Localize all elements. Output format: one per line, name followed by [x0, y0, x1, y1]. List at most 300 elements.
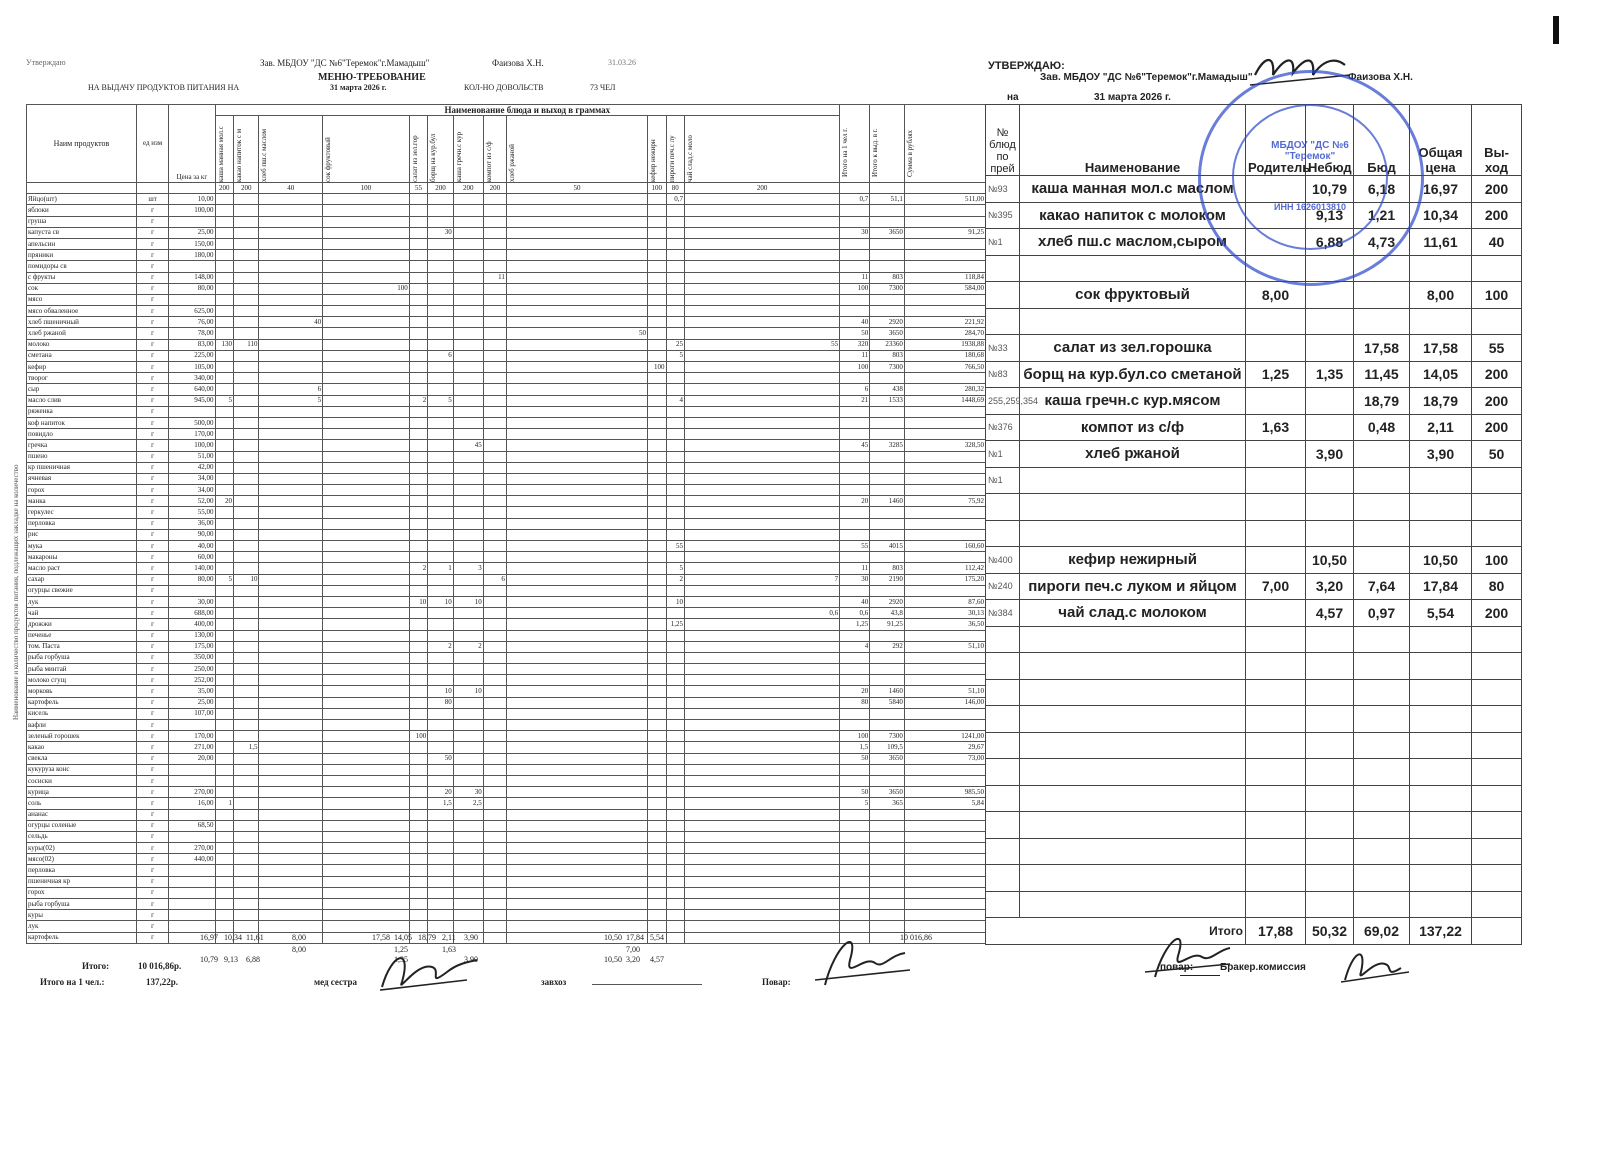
cell-value: 75,92 — [904, 496, 985, 507]
cell-value — [840, 429, 870, 440]
cell-value: 100 — [323, 283, 410, 294]
cell-value: 10 — [666, 596, 685, 607]
cell-value — [685, 529, 840, 540]
price-cell: 9,13 — [1306, 202, 1354, 229]
unit: г — [136, 619, 168, 630]
cell-value — [428, 574, 453, 585]
price — [169, 294, 215, 305]
cell-value — [215, 697, 234, 708]
cell-value — [409, 798, 428, 809]
cell-value — [483, 406, 506, 417]
cell-value — [409, 697, 428, 708]
cell-value — [685, 675, 840, 686]
menu-header: Небюд — [1306, 105, 1354, 176]
cell-value — [428, 362, 453, 373]
unit: г — [136, 417, 168, 428]
cell-value — [904, 518, 985, 529]
cell-value — [648, 541, 667, 552]
cell-value — [259, 619, 323, 630]
cell-value — [409, 507, 428, 518]
cell-value — [259, 261, 323, 272]
price: 252,00 — [169, 675, 215, 686]
cell-value — [666, 820, 685, 831]
cell-value — [506, 809, 647, 820]
cell-value: 3650 — [870, 328, 905, 339]
cell-value: 803 — [870, 350, 905, 361]
cell-value — [453, 518, 483, 529]
empty-cell — [986, 679, 1020, 706]
cell-value: 40 — [259, 317, 323, 328]
cell-value: 55 — [685, 339, 840, 350]
cell-value — [428, 910, 453, 921]
cell-value — [506, 541, 647, 552]
cell-value: 43,8 — [870, 608, 905, 619]
cell-value — [215, 238, 234, 249]
empty-cell — [1246, 812, 1306, 839]
cell-value — [409, 854, 428, 865]
unit: г — [136, 473, 168, 484]
unit: г — [136, 809, 168, 820]
cell-value — [323, 451, 410, 462]
dish-name: хлеб пш.с маслом,сыром — [1020, 229, 1246, 256]
cell-value — [428, 809, 453, 820]
unit: г — [136, 843, 168, 854]
cell-value — [234, 328, 259, 339]
cell-value — [904, 294, 985, 305]
dish-yield: 200 — [234, 183, 259, 194]
cell-value — [259, 429, 323, 440]
empty-cell — [1306, 653, 1354, 680]
cell-value — [323, 708, 410, 719]
cell-value — [870, 585, 905, 596]
cell-value — [234, 485, 259, 496]
price-cell — [1472, 255, 1522, 282]
cell-value — [323, 742, 410, 753]
cell-value — [259, 652, 323, 663]
cell-value: 284,70 — [904, 328, 985, 339]
cell-value — [904, 865, 985, 876]
cell-value — [506, 574, 647, 585]
dish-name: чай слад.с молоком — [1020, 600, 1246, 627]
cell-value — [506, 596, 647, 607]
cell-value — [234, 306, 259, 317]
price: 90,00 — [169, 529, 215, 540]
cell-value — [428, 887, 453, 898]
left-approver-name: Фаизова Х.Н. — [492, 58, 544, 68]
cook-label: Повар: — [762, 977, 791, 987]
cell-value — [259, 417, 323, 428]
cell-value — [506, 775, 647, 786]
price: 100,00 — [169, 440, 215, 451]
product-name: сахар — [27, 574, 137, 585]
cell-value — [506, 910, 647, 921]
price-cell: 200 — [1472, 176, 1522, 203]
table-row — [27, 697, 986, 708]
cell-value — [453, 764, 483, 775]
cell-value: 118,84 — [904, 272, 985, 283]
product-name: груша — [27, 216, 137, 227]
total-value-cell: 5,54 — [650, 933, 664, 942]
cell-value — [234, 194, 259, 205]
table-row — [27, 473, 986, 484]
empty-cell — [1020, 759, 1246, 786]
cell-value — [666, 585, 685, 596]
cell-value — [685, 585, 840, 596]
price-cell — [1246, 335, 1306, 362]
cell-value — [666, 641, 685, 652]
cell-value — [904, 306, 985, 317]
product-name: хлеб ржаной — [27, 328, 137, 339]
cell-value — [323, 216, 410, 227]
cell-value — [648, 250, 667, 261]
cell-value — [648, 865, 667, 876]
cell-value — [453, 485, 483, 496]
price-cell: 8,00 — [1246, 282, 1306, 309]
right-approver-name: Фаизова Х.Н. — [1348, 72, 1413, 83]
price — [169, 216, 215, 227]
cell-value — [648, 429, 667, 440]
cell-value — [409, 473, 428, 484]
cell-value — [904, 529, 985, 540]
cell-value — [259, 283, 323, 294]
price — [169, 921, 215, 932]
price-cell — [1354, 467, 1410, 494]
cell-value — [215, 720, 234, 731]
cell-value — [259, 831, 323, 842]
table-row — [27, 529, 986, 540]
col-product-header: Наим продуктов — [27, 105, 137, 183]
cell-value — [506, 529, 647, 540]
cell-value — [840, 518, 870, 529]
menu-total-value: 137,22 — [1410, 918, 1472, 945]
cell-value — [428, 462, 453, 473]
cell-value: 1460 — [870, 496, 905, 507]
product-name: капуста св — [27, 227, 137, 238]
cell-value — [409, 820, 428, 831]
menu-total-value: 17,88 — [1246, 918, 1306, 945]
cell-value — [666, 708, 685, 719]
empty-cell — [1306, 732, 1354, 759]
cell-value: 55 — [840, 541, 870, 552]
cell-value — [506, 261, 647, 272]
cell-value — [215, 417, 234, 428]
cell-value — [234, 529, 259, 540]
cell-value — [409, 362, 428, 373]
cell-value: 5,84 — [904, 798, 985, 809]
product-name: картофель — [27, 697, 137, 708]
cell-value — [428, 250, 453, 261]
price-cell — [1354, 441, 1410, 468]
price-cell: 80 — [1472, 573, 1522, 600]
unit: г — [136, 641, 168, 652]
dish-col-header — [685, 116, 840, 183]
empty-cell — [1472, 785, 1522, 812]
cell-value — [234, 563, 259, 574]
empty-cell — [1354, 626, 1410, 653]
price: 130,00 — [169, 630, 215, 641]
product-name: рыба горбуша — [27, 652, 137, 663]
cell-value — [506, 440, 647, 451]
product-name: Яйцо(шт) — [27, 194, 137, 205]
cell-value — [259, 496, 323, 507]
cell-value — [259, 339, 323, 350]
cell-value — [506, 485, 647, 496]
unit: г — [136, 395, 168, 406]
price: 170,00 — [169, 429, 215, 440]
cell-value — [840, 216, 870, 227]
menu-row-empty — [986, 706, 1522, 733]
yield-spacer — [27, 183, 137, 194]
empty-cell — [986, 865, 1020, 892]
price — [169, 406, 215, 417]
cell-value — [323, 899, 410, 910]
cell-value — [234, 205, 259, 216]
cell-value: 109,5 — [870, 742, 905, 753]
cell-value — [323, 854, 410, 865]
cell-value — [840, 708, 870, 719]
cell-value — [666, 306, 685, 317]
table-row — [27, 675, 986, 686]
cell-value — [234, 406, 259, 417]
cell-value — [483, 675, 506, 686]
stamp-line-2: "Теремок" — [1284, 151, 1336, 162]
cell-value: 50 — [840, 328, 870, 339]
price-cell: 4,73 — [1354, 229, 1410, 256]
cell-value — [483, 641, 506, 652]
cell-value — [453, 227, 483, 238]
table-row — [27, 417, 986, 428]
empty-cell — [986, 785, 1020, 812]
cell-value — [870, 809, 905, 820]
cell-value — [259, 708, 323, 719]
empty-cell — [1354, 838, 1410, 865]
cell-value — [648, 641, 667, 652]
cell-value: 803 — [870, 563, 905, 574]
cell-value — [506, 664, 647, 675]
cell-value — [648, 373, 667, 384]
cell-value — [259, 306, 323, 317]
cell-value — [453, 328, 483, 339]
cell-value: 51,1 — [870, 194, 905, 205]
cell-value — [840, 238, 870, 249]
cell-value — [685, 764, 840, 775]
cell-value: 30 — [428, 227, 453, 238]
cell-value — [259, 205, 323, 216]
cell-value — [323, 362, 410, 373]
price-cell — [1306, 335, 1354, 362]
cell-value — [259, 932, 323, 943]
table-row — [27, 451, 986, 462]
dish-col-header — [234, 116, 259, 183]
product-name: чай — [27, 608, 137, 619]
cell-value — [483, 339, 506, 350]
cell-value — [215, 619, 234, 630]
cell-value: 30,13 — [904, 608, 985, 619]
menu-row-empty — [986, 759, 1522, 786]
cell-value — [685, 787, 840, 798]
unit: г — [136, 440, 168, 451]
empty-cell — [1020, 706, 1246, 733]
cell-value — [506, 362, 647, 373]
cell-value — [234, 395, 259, 406]
price-cell — [1306, 520, 1354, 547]
cell-value — [215, 250, 234, 261]
empty-cell — [1410, 785, 1472, 812]
cell-value — [409, 529, 428, 540]
price: 945,00 — [169, 395, 215, 406]
table-row — [27, 664, 986, 675]
cell-value — [685, 652, 840, 663]
cell-value — [685, 664, 840, 675]
empty-cell — [1306, 706, 1354, 733]
cell-value — [685, 541, 840, 552]
empty-cell — [1306, 812, 1354, 839]
cell-value: 985,50 — [904, 787, 985, 798]
price: 60,00 — [169, 552, 215, 563]
price: 250,00 — [169, 664, 215, 675]
cell-value — [648, 708, 667, 719]
empty-cell — [1354, 653, 1410, 680]
cell-value — [409, 294, 428, 305]
cell-value — [234, 641, 259, 652]
table-row — [27, 865, 986, 876]
cell-value — [483, 652, 506, 663]
empty-cell — [1246, 759, 1306, 786]
cell-value — [409, 283, 428, 294]
cell-value — [323, 406, 410, 417]
cell-value — [483, 429, 506, 440]
cell-value — [428, 585, 453, 596]
cell-value — [648, 921, 667, 932]
cell-value — [870, 373, 905, 384]
table-row — [27, 798, 986, 809]
cell-value: 0,7 — [840, 194, 870, 205]
cell-value — [648, 899, 667, 910]
price: 20,00 — [169, 753, 215, 764]
cell-value — [648, 731, 667, 742]
empty-cell — [1354, 785, 1410, 812]
price-cell — [1306, 388, 1354, 415]
product-name: горох — [27, 887, 137, 898]
product-name: соль — [27, 798, 137, 809]
dish-col-label: борщ на кур.бул — [429, 133, 438, 182]
cell-value — [323, 596, 410, 607]
cell-value: 1,5 — [234, 742, 259, 753]
menu-header: Общая цена — [1410, 105, 1472, 176]
yield-spacer — [840, 183, 870, 194]
dish-number: 255,259,354 — [986, 388, 1020, 415]
cell-value — [483, 720, 506, 731]
cell-value — [428, 529, 453, 540]
unit: г — [136, 574, 168, 585]
cell-value — [409, 843, 428, 854]
price-cell: 100 — [1472, 282, 1522, 309]
cell-value — [685, 317, 840, 328]
price-cell: 200 — [1472, 361, 1522, 388]
total-value-cell: 4,57 — [650, 955, 664, 964]
cell-value — [506, 764, 647, 775]
empty-cell — [1354, 679, 1410, 706]
cell-value — [409, 787, 428, 798]
cell-value — [215, 641, 234, 652]
cell-value — [323, 775, 410, 786]
stamp-line-3: ИНН 1626013810 — [1273, 202, 1347, 212]
cell-value — [215, 261, 234, 272]
cell-value — [666, 854, 685, 865]
empty-cell — [1246, 785, 1306, 812]
yield-spacer — [136, 183, 168, 194]
unit: г — [136, 384, 168, 395]
cell-value — [409, 921, 428, 932]
cell-value — [483, 328, 506, 339]
dish-yield: 80 — [666, 183, 685, 194]
cell-value — [840, 373, 870, 384]
cell-value — [506, 731, 647, 742]
dish-yield: 200 — [453, 183, 483, 194]
dish-col-header — [648, 116, 667, 183]
cell-value: 2 — [666, 574, 685, 585]
price-cell: 18,79 — [1410, 388, 1472, 415]
cell-value — [428, 541, 453, 552]
cell-value — [409, 552, 428, 563]
cell-value — [323, 574, 410, 585]
empty-cell — [1410, 679, 1472, 706]
cell-value: 803 — [870, 272, 905, 283]
price-cell: 10,34 — [1410, 202, 1472, 229]
cell-value — [323, 720, 410, 731]
product-name: рыба минтай — [27, 664, 137, 675]
cell-value — [215, 227, 234, 238]
cell-value — [234, 294, 259, 305]
cell-value — [870, 473, 905, 484]
table-row — [27, 720, 986, 731]
price-cell — [1246, 520, 1306, 547]
cell-value — [453, 809, 483, 820]
table-row — [27, 216, 986, 227]
cell-value: 110 — [234, 339, 259, 350]
cell-value — [453, 429, 483, 440]
cell-value: 40 — [840, 596, 870, 607]
cell-value — [840, 854, 870, 865]
empty-cell — [1246, 706, 1306, 733]
cell-value — [506, 675, 647, 686]
table-row — [27, 283, 986, 294]
cell-value: 1938,88 — [904, 339, 985, 350]
cell-value: 50 — [506, 328, 647, 339]
cell-value — [215, 899, 234, 910]
unit: шт — [136, 194, 168, 205]
cell-value: 100 — [409, 731, 428, 742]
table-row — [27, 194, 986, 205]
unit: г — [136, 306, 168, 317]
cell-value — [234, 518, 259, 529]
cell-value — [648, 742, 667, 753]
cell-value — [904, 630, 985, 641]
cell-value — [428, 518, 453, 529]
cell-value — [506, 205, 647, 216]
cell-value — [685, 238, 840, 249]
dish-name: салат из зел.горошка — [1020, 335, 1246, 362]
table-row — [27, 563, 986, 574]
empty-cell — [1472, 865, 1522, 892]
cell-value — [483, 541, 506, 552]
cell-value — [483, 596, 506, 607]
cell-value: 5 — [666, 563, 685, 574]
price: 51,00 — [169, 451, 215, 462]
cell-value — [483, 216, 506, 227]
cell-value — [840, 887, 870, 898]
total-value-cell: 10,50 — [604, 955, 622, 964]
